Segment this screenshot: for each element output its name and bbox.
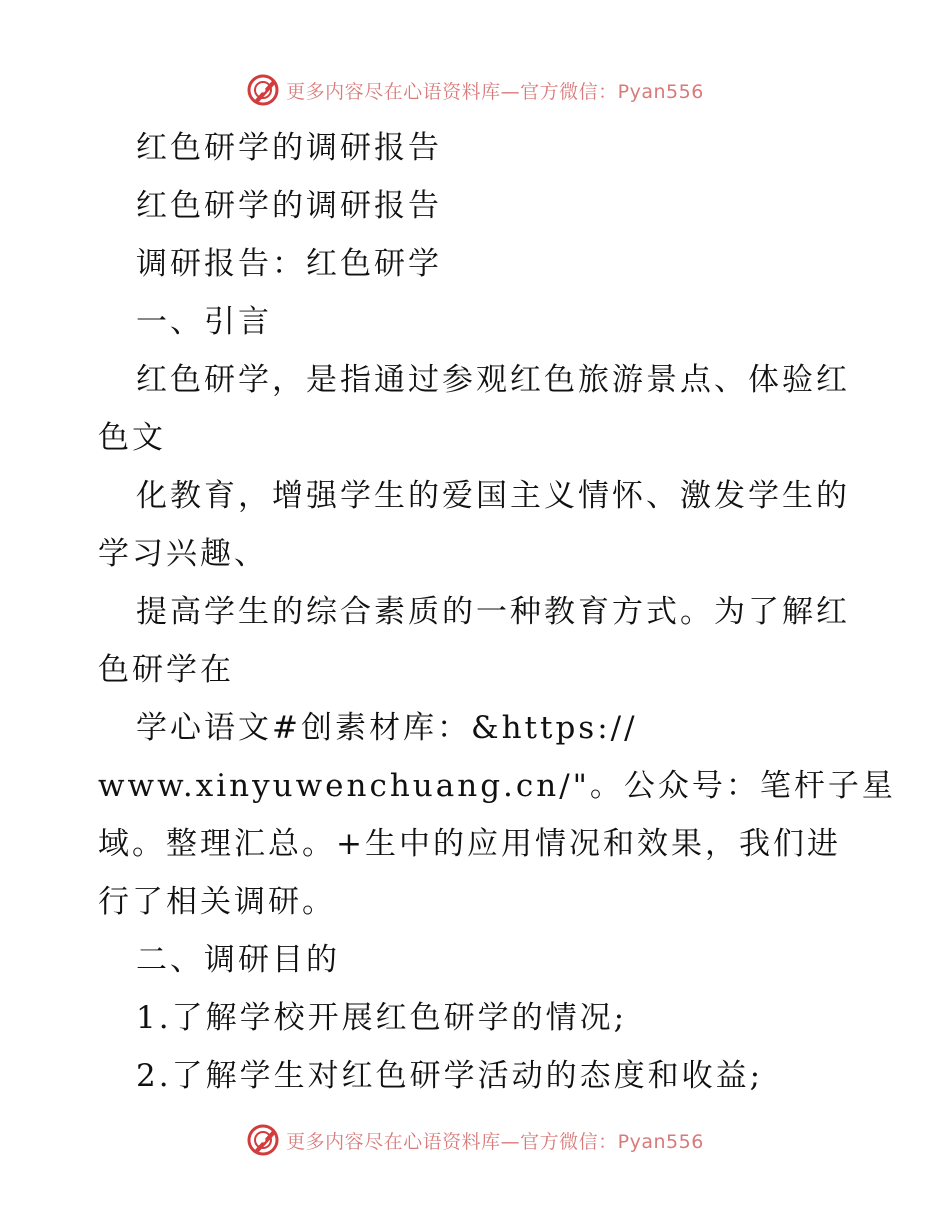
document-body (98, 119, 896, 1105)
header-banner-text: 更多内容尽在心语资料库—官方微信：Pyan556 (286, 80, 704, 103)
footer-banner-text: 更多内容尽在心语资料库—官方微信：Pyan556 (286, 1130, 704, 1153)
paragraph-line: 行了相关调研。 (98, 884, 336, 920)
paragraph-line: 色研学在 (98, 652, 234, 688)
paragraph-line: 化教育，增强学生的爱国主义情怀、激发学生的 (136, 478, 850, 514)
doc-subtitle: 红色研学的调研报告 (136, 188, 442, 224)
pen-nib-logo-icon (246, 1123, 280, 1157)
section-heading-purpose: 二、调研目的 (136, 942, 340, 978)
footer-banner (0, 1120, 950, 1160)
paragraph-line: www.xinyuwenchuang.cn/"。公众号：笔杆子星 (98, 768, 896, 804)
paragraph-line: 红色研学，是指通过参观红色旅游景点、体验红 (136, 362, 850, 398)
doc-title: 红色研学的调研报告 (136, 130, 442, 166)
list-item: 2.了解学生对红色研学活动的态度和收益; (136, 1058, 764, 1094)
doc-heading: 调研报告：红色研学 (136, 246, 442, 282)
section-heading-intro: 一、引言 (136, 304, 272, 340)
pen-nib-logo-icon (246, 73, 280, 107)
header-banner (0, 70, 950, 110)
paragraph-line: 域。整理汇总。+生中的应用情况和效果，我们进 (98, 826, 841, 862)
paragraph-line: 学习兴趣、 (98, 536, 268, 572)
list-item: 1.了解学校开展红色研学的情况; (136, 1000, 628, 1036)
paragraph-line: 色文 (98, 420, 166, 456)
paragraph-line: 学心语文#创素材库：&https:// (136, 710, 638, 746)
paragraph-line: 提高学生的综合素质的一种教育方式。为了解红 (136, 594, 850, 630)
